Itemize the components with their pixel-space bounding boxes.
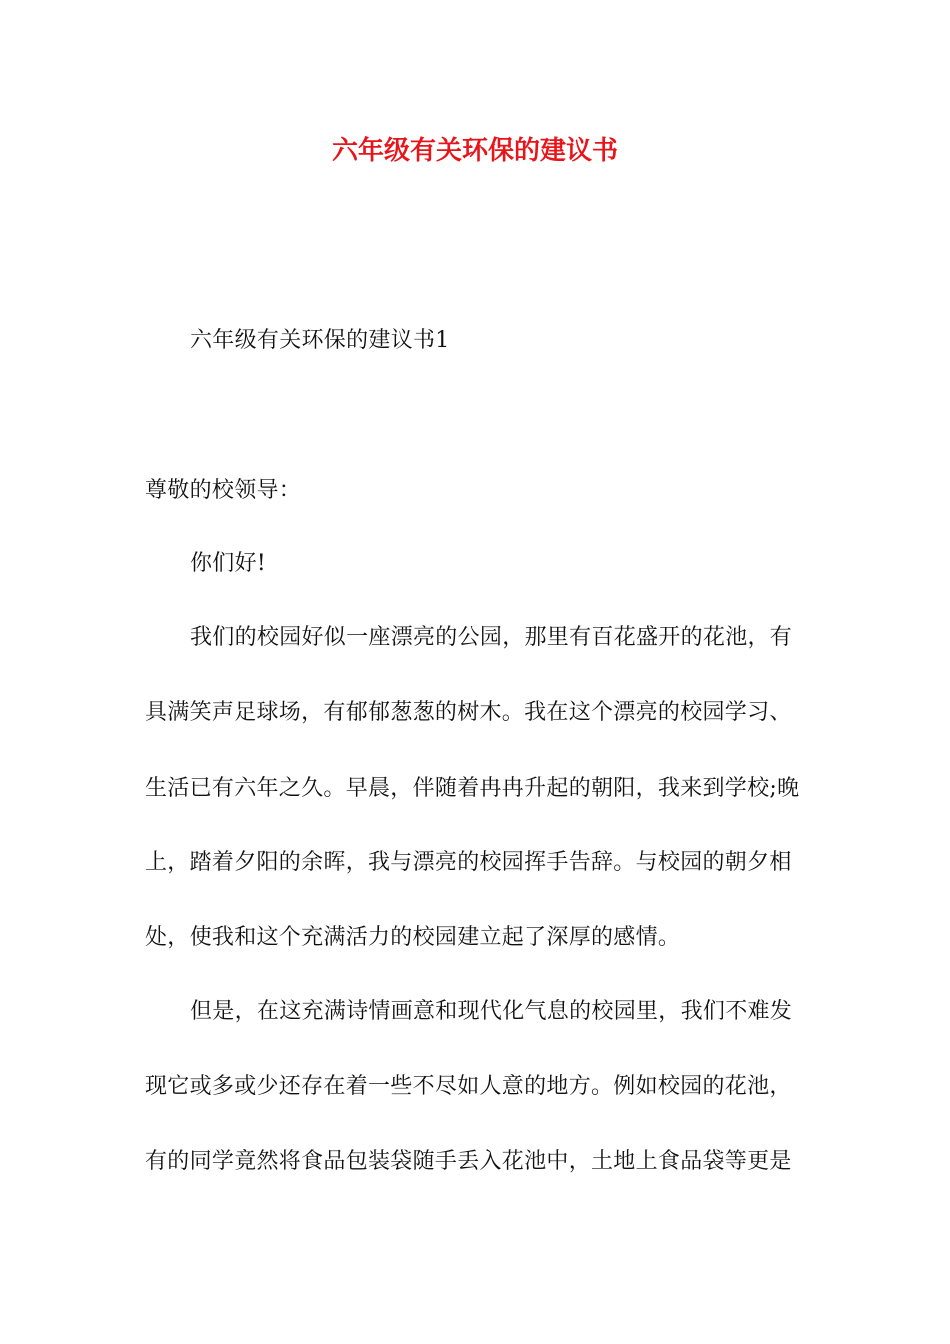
paragraph-1-line-2: 具满笑声足球场，有郁郁葱葱的树木。我在这个漂亮的校园学习、	[145, 700, 792, 725]
section-heading: 六年级有关环保的建议书1	[190, 328, 450, 353]
greeting: 你们好!	[190, 551, 267, 576]
paragraph-1-line-3: 生活已有六年之久。早晨，伴随着冉冉升起的朝阳，我来到学校;晚	[145, 776, 800, 801]
paragraph-1-line-5: 处，使我和这个充满活力的校园建立起了深厚的感情。	[145, 925, 681, 950]
paragraph-2-line-2: 现它或多或少还存在着一些不尽如人意的地方。例如校园的花池，	[145, 1074, 792, 1099]
paragraph-1-line-4: 上，踏着夕阳的余晖，我与漂亮的校园挥手告辞。与校园的朝夕相	[145, 850, 792, 875]
paragraph-2-line-3: 有的同学竟然将食品包装袋随手丢入花池中，土地上食品袋等更是	[145, 1149, 792, 1174]
document-title: 六年级有关环保的建议书	[331, 136, 618, 166]
salutation: 尊敬的校领导：	[145, 478, 302, 503]
paragraph-2-line-1: 但是，在这充满诗情画意和现代化气息的校园里，我们不难发	[190, 999, 793, 1024]
paragraph-1-line-1: 我们的校园好似一座漂亮的公园，那里有百花盛开的花池，有	[190, 625, 793, 650]
